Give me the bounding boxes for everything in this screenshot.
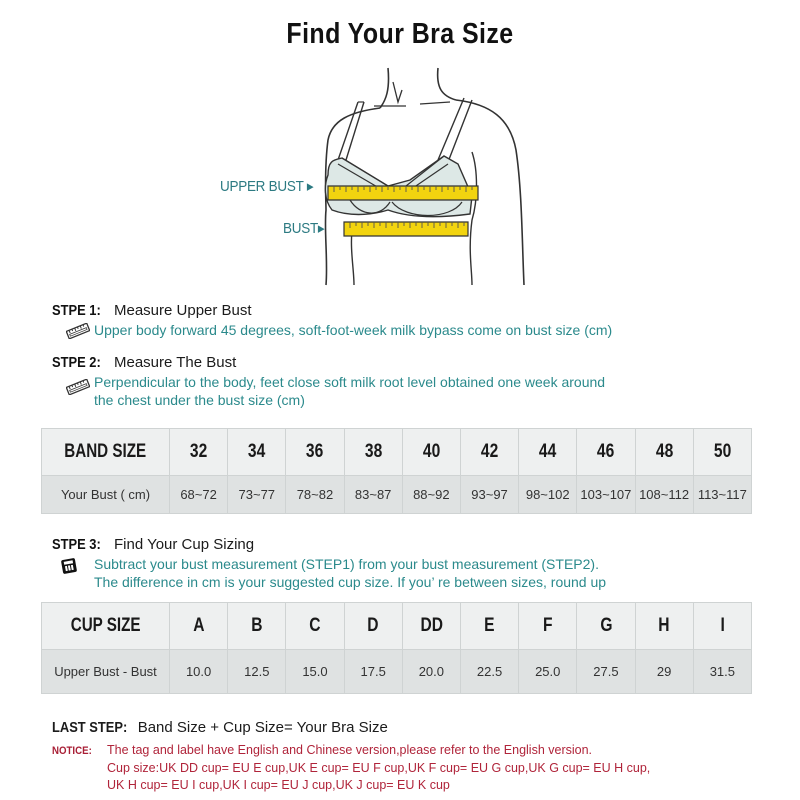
step-3: [52, 536, 606, 591]
cup-size-table: [41, 602, 752, 694]
cup-size-cell: B: [228, 603, 286, 650]
bust-range-cell: 98~102: [519, 476, 577, 514]
cup-size-header: CUP SIZE: [42, 603, 170, 650]
step-description: Perpendicular to the body, feet close soft milk root level obtained one week around: [94, 374, 606, 390]
torso-with-tape-icon: [210, 60, 590, 290]
page-title: Find Your Bra Size: [286, 18, 514, 50]
measuring-tape-icon: [52, 321, 94, 344]
notice-tag: NOTICE:: [52, 745, 92, 757]
bust-range-cell: 103~107: [577, 476, 635, 514]
band-size-cell: 44: [519, 429, 577, 476]
cup-size-cell: E: [460, 603, 518, 650]
upper-bust-label: UPPER BUST ▸: [220, 178, 314, 195]
bust-range-cell: 68~72: [170, 476, 228, 514]
band-size-cell: 42: [460, 429, 518, 476]
step-tag: STPE 3:: [52, 536, 101, 553]
cup-size-cell: DD: [402, 603, 460, 650]
band-size-cell: 32: [170, 429, 228, 476]
step-tag: STPE 2:: [52, 354, 101, 371]
band-size-cell: 36: [286, 429, 344, 476]
band-size-table: [41, 428, 752, 514]
bust-range-cell: 113~117: [693, 476, 751, 514]
bust-range-cell: 108~112: [635, 476, 693, 514]
notice-text: The tag and label have English and Chinese version,please refer to the English version.: [107, 743, 593, 757]
cup-size-cell: G: [577, 603, 635, 650]
difference-cell: 29: [635, 650, 693, 694]
bust-range-cell: 78~82: [286, 476, 344, 514]
band-size-cell: 46: [577, 429, 635, 476]
last-step-text: Band Size + Cup Size= Your Bra Size: [137, 719, 388, 736]
step-1: [52, 302, 612, 344]
calculator-icon: [32, 555, 94, 591]
table-header-row: [42, 429, 752, 476]
step-title: Measure The Bust: [114, 354, 237, 371]
difference-cell: 17.5: [344, 650, 402, 694]
difference-cell: 12.5: [228, 650, 286, 694]
band-size-cell: 34: [228, 429, 286, 476]
table-row: [42, 650, 752, 694]
difference-cell: 25.0: [519, 650, 577, 694]
difference-cell: 31.5: [693, 650, 751, 694]
arrow-right-icon: ▸: [306, 178, 314, 195]
bust-range-cell: 93~97: [460, 476, 518, 514]
band-size-cell: 38: [344, 429, 402, 476]
cup-size-cell: H: [635, 603, 693, 650]
table-row: [42, 476, 752, 514]
difference-cell: 15.0: [286, 650, 344, 694]
difference-cell: 20.0: [402, 650, 460, 694]
cup-size-cell: C: [286, 603, 344, 650]
difference-cell: 22.5: [460, 650, 518, 694]
step-tag: STPE 1:: [52, 302, 101, 319]
difference-row-label: Upper Bust - Bust: [42, 650, 170, 694]
difference-cell: 27.5: [577, 650, 635, 694]
last-step: [52, 719, 388, 736]
step-description: Upper body forward 45 degrees, soft-foot-week milk bypass come on bust size (cm): [94, 322, 613, 338]
step-title: Measure Upper Bust: [114, 302, 252, 319]
step-description: the chest under the bust size (cm): [94, 392, 305, 408]
difference-cell: 10.0: [170, 650, 228, 694]
bra-measurement-illustration: [210, 60, 590, 290]
band-size-cell: 40: [402, 429, 460, 476]
bust-range-cell: 83~87: [344, 476, 402, 514]
step-title: Find Your Cup Sizing: [114, 536, 255, 553]
cup-size-cell: A: [170, 603, 228, 650]
arrow-right-icon: ▸: [317, 220, 325, 237]
cup-size-cell: I: [693, 603, 751, 650]
band-size-cell: 48: [635, 429, 693, 476]
measuring-tape-icon: [52, 373, 94, 409]
step-description: The difference in cm is your suggested cup size. If you’ re between sizes, round up: [94, 574, 607, 590]
last-step-tag: LAST STEP:: [52, 719, 128, 736]
step-description: Subtract your bust measurement (STEP1) from your bust measurement (STEP2).: [94, 556, 599, 572]
band-size-header: BAND SIZE: [42, 429, 170, 476]
band-size-cell: 50: [693, 429, 751, 476]
bust-label: BUST▸: [283, 220, 325, 237]
table-header-row: [42, 603, 752, 650]
bust-row-label: Your Bust ( cm): [42, 476, 170, 514]
notice-text: UK H cup= EU I cup,UK I cup= EU J cup,UK J cup= EU K cup: [107, 778, 450, 792]
notice-text: Cup size:UK DD cup= EU E cup,UK E cup= EU F cup,UK F cup= EU G cup,UK G cup= EU H cup,: [107, 761, 651, 775]
notice: [52, 742, 650, 794]
bust-range-cell: 88~92: [402, 476, 460, 514]
cup-size-cell: D: [344, 603, 402, 650]
bust-range-cell: 73~77: [228, 476, 286, 514]
step-2: [52, 354, 605, 409]
cup-size-cell: F: [519, 603, 577, 650]
